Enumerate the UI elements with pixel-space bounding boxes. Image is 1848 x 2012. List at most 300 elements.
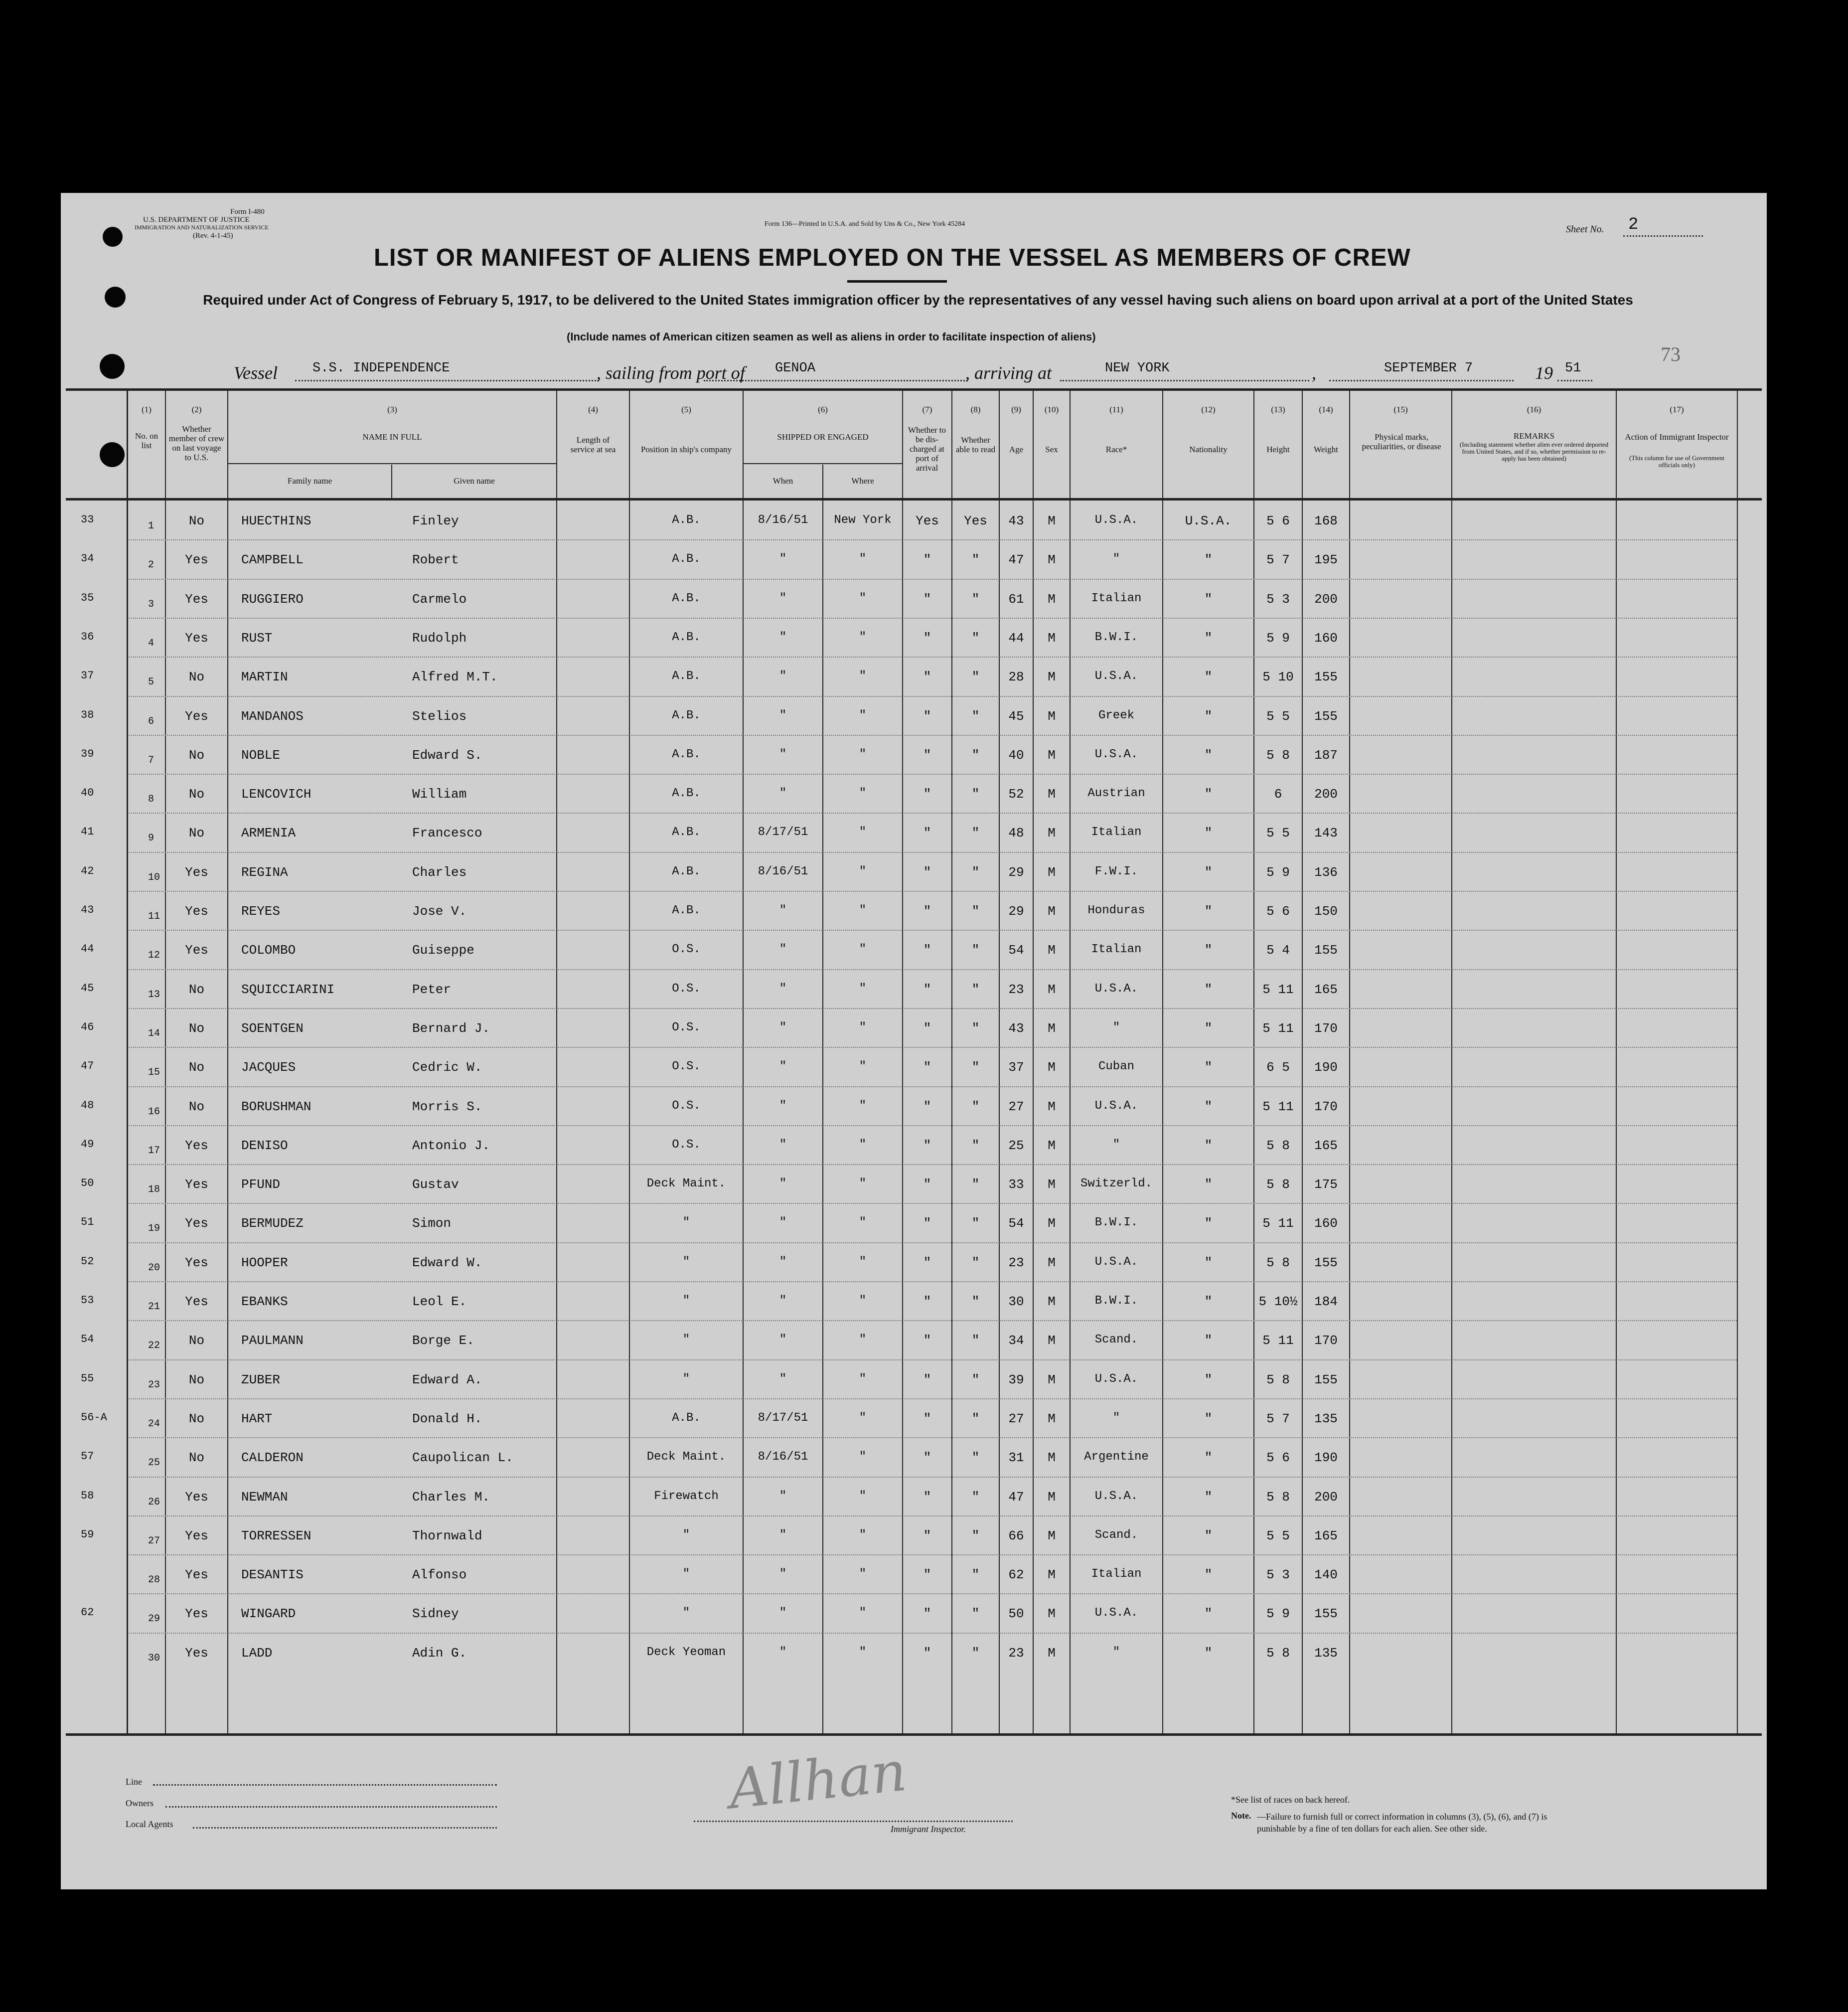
cell-where: New York	[834, 513, 892, 527]
cell-sex: M	[1048, 1216, 1056, 1231]
cell-prev: Yes	[185, 1606, 208, 1622]
cell-given: Bernard J.	[412, 1020, 490, 1036]
cell-sex: M	[1048, 1606, 1056, 1622]
cell-race: "	[1112, 552, 1120, 566]
margin-number: 48	[81, 1099, 94, 1112]
cell-race: Austrian	[1087, 787, 1145, 801]
cell-prev: No	[188, 670, 205, 685]
cell-dis: "	[923, 1177, 931, 1192]
cell-when: 8/16/51	[758, 1450, 808, 1464]
cell-family: MANDANOS	[241, 708, 304, 724]
cell-where: "	[859, 1060, 867, 1074]
cell-height: 5 5	[1266, 708, 1290, 724]
row-number: 28	[148, 1574, 160, 1586]
cell-where: "	[859, 1333, 867, 1347]
cell-family: ZUBER	[241, 1372, 281, 1387]
cell-read: "	[971, 1567, 980, 1583]
row-number: 27	[148, 1535, 160, 1547]
cell-prev: No	[188, 1411, 205, 1426]
table-bottom-rule	[66, 1733, 1762, 1736]
cell-weight: 168	[1314, 513, 1338, 528]
sheet-number-line	[1623, 235, 1703, 237]
cell-when: "	[779, 591, 787, 605]
cell-age: 33	[1008, 1177, 1024, 1192]
margin-number: 57	[81, 1450, 94, 1463]
cell-race: U.S.A.	[1094, 1489, 1138, 1503]
cell-given: Finley	[412, 513, 459, 528]
cell-race: U.S.A.	[1094, 513, 1138, 527]
col-divider	[227, 390, 228, 1734]
row-separator	[129, 579, 1737, 580]
cell-weight: 190	[1314, 1060, 1338, 1075]
row-separator	[129, 1125, 1737, 1126]
cell-pos: "	[682, 1372, 690, 1386]
cell-read: "	[971, 1255, 980, 1270]
cell-dis: "	[923, 1372, 931, 1387]
cell-height: 5 6	[1266, 513, 1290, 528]
cell-given: Robert	[412, 552, 459, 568]
row-separator	[129, 696, 1737, 697]
cell-read: "	[971, 826, 980, 841]
header-number: (9)	[1011, 405, 1021, 414]
cell-pos: Deck Maint.	[646, 1450, 726, 1464]
cell-age: 37	[1008, 1060, 1024, 1075]
cell-sex: M	[1048, 1060, 1056, 1075]
table-top-rule	[66, 388, 1762, 391]
margin-number: 58	[81, 1489, 94, 1502]
cell-read: "	[971, 1645, 980, 1661]
cell-nat: "	[1204, 787, 1213, 802]
cell-pos: A.B.	[672, 552, 701, 566]
arrival-line	[1060, 380, 1309, 381]
name-split-rule	[228, 463, 557, 464]
cell-read: "	[971, 1020, 980, 1036]
cell-given: Charles	[412, 864, 467, 880]
cell-prev: Yes	[185, 630, 208, 646]
cell-where: "	[859, 630, 867, 644]
header-number: (4)	[588, 405, 598, 414]
row-number: 8	[148, 794, 154, 806]
cell-race: Italian	[1091, 1567, 1142, 1581]
cell-race: U.S.A.	[1094, 1372, 1138, 1386]
cell-when: "	[779, 1020, 787, 1034]
cell-prev: Yes	[185, 552, 208, 568]
row-separator	[129, 1086, 1737, 1087]
cell-where: "	[859, 670, 867, 683]
punch-hole	[103, 227, 123, 247]
cell-given: Stelios	[412, 708, 467, 724]
cell-prev: No	[188, 747, 205, 763]
cell-age: 40	[1008, 747, 1024, 763]
cell-where: "	[859, 708, 867, 722]
cell-family: NEWMAN	[241, 1489, 288, 1505]
row-number: 29	[148, 1613, 160, 1625]
cell-when: 8/16/51	[758, 513, 808, 527]
row-separator	[129, 1359, 1737, 1360]
cell-nat: "	[1204, 904, 1213, 919]
row-number: 22	[148, 1340, 160, 1352]
cell-sex: M	[1048, 1255, 1056, 1270]
cell-pos: A.B.	[672, 591, 701, 605]
cell-nat: U.S.A.	[1185, 513, 1232, 528]
header-given-name: Given name	[454, 476, 495, 486]
cell-where: "	[859, 904, 867, 917]
cell-weight: 170	[1314, 1333, 1338, 1348]
cell-read: "	[971, 1489, 980, 1505]
header-height: Height	[1266, 445, 1290, 454]
header-action-note: (This column for use of Government officials only)	[1629, 454, 1724, 469]
cell-where: "	[859, 1216, 867, 1230]
cell-dis: "	[923, 864, 931, 880]
cell-given: Sidney	[412, 1606, 459, 1622]
cell-when: "	[779, 1606, 787, 1620]
shipped-split-rule	[744, 463, 903, 464]
header-number: (2)	[191, 405, 202, 414]
margin-number: 62	[81, 1606, 94, 1619]
margin-number: 33	[81, 513, 94, 526]
cell-nat: "	[1204, 1333, 1213, 1348]
cell-height: 5 5	[1266, 1528, 1290, 1543]
cell-read: "	[971, 1333, 980, 1348]
margin-number: 53	[81, 1294, 94, 1307]
col-divider	[1349, 390, 1350, 1734]
inspector-label: Immigrant Inspector.	[891, 1824, 966, 1834]
cell-nat: "	[1204, 1177, 1213, 1192]
margin-number: 56-A	[81, 1411, 107, 1424]
cell-race: B.W.I.	[1094, 1216, 1138, 1230]
cell-prev: Yes	[185, 1177, 208, 1192]
cell-weight: 165	[1314, 1528, 1338, 1543]
cell-sex: M	[1048, 630, 1056, 646]
cell-weight: 165	[1314, 1138, 1338, 1153]
cell-when: "	[779, 1099, 787, 1113]
row-separator	[129, 735, 1737, 736]
note-label: Note.	[1231, 1811, 1251, 1821]
row-number: 7	[148, 754, 154, 766]
departure-port: GENOA	[775, 361, 816, 376]
cell-height: 5 6	[1266, 1450, 1290, 1466]
footer-line-field	[153, 1784, 497, 1786]
cell-read: "	[971, 1060, 980, 1075]
cell-weight: 143	[1314, 826, 1338, 841]
row-separator	[129, 1593, 1737, 1594]
header-where: Where	[851, 476, 874, 486]
row-number: 30	[148, 1652, 160, 1664]
margin-number: 41	[81, 826, 94, 838]
cell-sex: M	[1048, 1450, 1056, 1466]
header-number: (5)	[681, 405, 691, 414]
cell-weight: 175	[1314, 1177, 1338, 1192]
cell-height: 5 7	[1266, 1411, 1290, 1426]
cell-given: Gustav	[412, 1177, 459, 1192]
margin-number: 47	[81, 1060, 94, 1073]
header-number: (10)	[1044, 405, 1059, 414]
cell-height: 5 7	[1266, 552, 1290, 568]
cell-height: 5 8	[1266, 1489, 1290, 1505]
cell-read: "	[971, 552, 980, 568]
header-length-service: Length of service at sea	[570, 435, 616, 454]
cell-race: Scand.	[1094, 1333, 1138, 1347]
cell-dis: "	[923, 943, 931, 958]
cell-age: 25	[1008, 1138, 1024, 1153]
cell-nat: "	[1204, 1138, 1213, 1153]
cell-read: "	[971, 1099, 980, 1114]
cell-dis: "	[923, 982, 931, 997]
year-line	[1557, 380, 1592, 381]
cell-when: "	[779, 1567, 787, 1581]
margin-number: 42	[81, 864, 94, 877]
cell-read: "	[971, 1411, 980, 1426]
cell-weight: 170	[1314, 1020, 1338, 1036]
header-age: Age	[1009, 445, 1024, 454]
row-number: 23	[148, 1379, 160, 1391]
cell-pos: A.B.	[672, 708, 701, 722]
col-divider	[1737, 390, 1738, 1734]
cell-given: Edward S.	[412, 747, 482, 763]
cell-weight: 155	[1314, 1606, 1338, 1622]
cell-dis: "	[923, 1645, 931, 1661]
cell-sex: M	[1048, 787, 1056, 802]
cell-family: DESANTIS	[241, 1567, 304, 1583]
cell-when: "	[779, 1489, 787, 1503]
cell-race: "	[1112, 1138, 1120, 1152]
cell-height: 5 9	[1266, 1606, 1290, 1622]
cell-weight: 160	[1314, 1216, 1338, 1231]
cell-sex: M	[1048, 708, 1056, 724]
cell-pos: "	[682, 1567, 690, 1581]
margin-number: 39	[81, 747, 94, 760]
footer-owners-field	[165, 1806, 497, 1808]
cell-read: "	[971, 904, 980, 919]
header-sex: Sex	[1045, 445, 1058, 454]
cell-sex: M	[1048, 1528, 1056, 1543]
margin-number: 59	[81, 1528, 94, 1541]
cell-family: SQUICCIARINI	[241, 982, 335, 997]
punch-hole	[100, 354, 125, 379]
cell-prev: Yes	[185, 1255, 208, 1270]
cell-height: 5 10½	[1258, 1294, 1298, 1309]
cell-nat: "	[1204, 1489, 1213, 1505]
cell-where: "	[859, 1099, 867, 1113]
subtitle: Required under Act of Congress of February 5, 1917, to be delivered to the United States immigration officer by the representatives of any vessel having such aliens on board upon arrival at a port of the United States	[203, 292, 1633, 308]
cell-height: 5 8	[1266, 1645, 1290, 1661]
cell-sex: M	[1048, 826, 1056, 841]
cell-dis: "	[923, 1333, 931, 1348]
row-number: 16	[148, 1106, 160, 1118]
row-number: 24	[148, 1418, 160, 1430]
cell-given: Donald H.	[412, 1411, 482, 1426]
cell-dis: "	[923, 1216, 931, 1231]
cell-family: ARMENIA	[241, 826, 296, 841]
cell-family: JACQUES	[241, 1060, 296, 1075]
row-separator	[129, 930, 1737, 931]
cell-family: CALDERON	[241, 1450, 304, 1466]
cell-family: HART	[241, 1411, 273, 1426]
cell-where: "	[859, 982, 867, 996]
cell-weight: 135	[1314, 1411, 1338, 1426]
cell-read: "	[971, 1294, 980, 1309]
cell-height: 5 11	[1262, 1099, 1294, 1114]
header-whether-member: Whether member of crew on last voyage to U.S.	[168, 424, 225, 462]
header-shipped: SHIPPED OR ENGAGED	[777, 432, 869, 442]
cell-read: "	[971, 864, 980, 880]
cell-height: 5 8	[1266, 1138, 1290, 1153]
cell-given: Carmelo	[412, 591, 467, 607]
cell-where: "	[859, 552, 867, 566]
cell-given: Morris S.	[412, 1099, 482, 1114]
cell-pos: Deck Yeoman	[646, 1645, 726, 1659]
cell-read: "	[971, 591, 980, 607]
cell-family: BORUSHMAN	[241, 1099, 311, 1114]
cell-nat: "	[1204, 552, 1213, 568]
row-number: 12	[148, 950, 160, 962]
cell-given: Jose V.	[412, 904, 467, 919]
cell-family: MARTIN	[241, 670, 288, 685]
margin-number: 52	[81, 1255, 94, 1268]
row-number: 14	[148, 1027, 160, 1039]
cell-height: 5 11	[1262, 1020, 1294, 1036]
cell-prev: No	[188, 982, 205, 997]
cell-height: 5 9	[1266, 864, 1290, 880]
cell-where: "	[859, 1372, 867, 1386]
header-number: (16)	[1527, 405, 1541, 414]
cell-pos: "	[682, 1606, 690, 1620]
row-separator	[129, 774, 1737, 775]
cell-prev: No	[188, 1020, 205, 1036]
races-note: *See list of races on back hereof.	[1231, 1795, 1350, 1805]
row-separator	[129, 1398, 1737, 1399]
cell-read: "	[971, 1216, 980, 1231]
cell-when: 8/16/51	[758, 864, 808, 878]
cell-age: 52	[1008, 787, 1024, 802]
cell-when: "	[779, 1060, 787, 1074]
cell-height: 5 11	[1262, 982, 1294, 997]
revision: (Rev. 4-1-45)	[193, 232, 233, 240]
cell-prev: Yes	[185, 1567, 208, 1583]
cell-dis: "	[923, 826, 931, 841]
punch-hole	[100, 442, 125, 467]
header-number: (1)	[142, 405, 152, 414]
cell-given: Antonio J.	[412, 1138, 490, 1153]
cell-nat: "	[1204, 1645, 1213, 1661]
cell-height: 5 9	[1266, 630, 1290, 646]
form-number: Form I-480	[230, 208, 265, 216]
cell-weight: 155	[1314, 708, 1338, 724]
margin-number: 46	[81, 1020, 94, 1033]
date-line	[1329, 380, 1514, 381]
cell-weight: 184	[1314, 1294, 1338, 1309]
cell-prev: No	[188, 513, 205, 528]
row-separator	[129, 891, 1737, 892]
header-number: (15)	[1393, 405, 1408, 414]
cell-age: 28	[1008, 670, 1024, 685]
cell-family: DENISO	[241, 1138, 288, 1153]
cell-height: 5 8	[1266, 747, 1290, 763]
cell-pos: A.B.	[672, 826, 701, 839]
cell-height: 5 8	[1266, 1255, 1290, 1270]
cell-age: 23	[1008, 1255, 1024, 1270]
cell-nat: "	[1204, 747, 1213, 763]
cell-race: "	[1112, 1020, 1120, 1034]
cell-prev: No	[188, 787, 205, 802]
cell-race: U.S.A.	[1094, 1606, 1138, 1620]
cell-height: 5 8	[1266, 1177, 1290, 1192]
cell-given: Borge E.	[412, 1333, 474, 1348]
row-separator	[129, 1320, 1737, 1321]
cell-dis: "	[923, 1060, 931, 1075]
cell-sex: M	[1048, 1567, 1056, 1583]
cell-sex: M	[1048, 982, 1056, 997]
cell-prev: Yes	[185, 864, 208, 880]
cell-read: "	[971, 982, 980, 997]
cell-height: 5 5	[1266, 826, 1290, 841]
row-separator	[129, 618, 1737, 619]
cell-pos: A.B.	[672, 670, 701, 683]
signature-line	[694, 1821, 1013, 1822]
cell-family: EBANKS	[241, 1294, 288, 1309]
cell-age: 34	[1008, 1333, 1024, 1348]
row-separator	[129, 1242, 1737, 1243]
sheet-label: Sheet No.	[1566, 224, 1604, 235]
vessel-label: Vessel	[234, 363, 278, 383]
cell-sex: M	[1048, 1099, 1056, 1114]
cell-family: HUECTHINS	[241, 513, 311, 528]
cell-age: 39	[1008, 1372, 1024, 1387]
cell-sex: M	[1048, 904, 1056, 919]
row-number: 26	[148, 1496, 160, 1508]
margin-number: 40	[81, 787, 94, 800]
cell-age: 61	[1008, 591, 1024, 607]
cell-where: "	[859, 591, 867, 605]
cell-dis: "	[923, 670, 931, 685]
cell-family: PAULMANN	[241, 1333, 304, 1348]
cell-dis: "	[923, 1567, 931, 1583]
cell-family: BERMUDEZ	[241, 1216, 304, 1231]
cell-sex: M	[1048, 864, 1056, 880]
cell-family: NOBLE	[241, 747, 281, 763]
margin-number: 38	[81, 708, 94, 721]
header-bottom-rule	[66, 498, 1762, 501]
cell-family: COLOMBO	[241, 943, 296, 958]
cell-race: F.W.I.	[1094, 864, 1138, 878]
header-number: (6)	[818, 405, 828, 414]
row-separator	[129, 1281, 1737, 1282]
stamp-number: 73	[1661, 343, 1681, 365]
cell-weight: 155	[1314, 670, 1338, 685]
cell-where: "	[859, 1450, 867, 1464]
sheet-number: 2	[1628, 215, 1639, 234]
margin-number: 37	[81, 670, 94, 682]
cell-where: "	[859, 943, 867, 957]
cell-given: William	[412, 787, 467, 802]
row-separator	[129, 1203, 1737, 1204]
cell-pos: O.S.	[672, 1099, 701, 1113]
cell-prev: Yes	[185, 1138, 208, 1153]
cell-prev: Yes	[185, 1216, 208, 1231]
col-divider	[1451, 390, 1452, 1734]
header-number: (13)	[1271, 405, 1285, 414]
header-remarks-note: (Including statement whether alien ever ordered deported from United States, and if so, whether permission to re-apply has been obtained)	[1459, 441, 1609, 462]
cell-sex: M	[1048, 1138, 1056, 1153]
subtitle-note: (Include names of American citizen seamen as well as aliens in order to facilitate inspection of aliens)	[567, 331, 1096, 343]
cell-read: "	[971, 787, 980, 802]
cell-height: 5 3	[1266, 591, 1290, 607]
cell-age: 31	[1008, 1450, 1024, 1466]
cell-prev: No	[188, 1333, 205, 1348]
cell-sex: M	[1048, 513, 1056, 528]
margin-number: 49	[81, 1138, 94, 1151]
cell-dis: "	[923, 1255, 931, 1270]
